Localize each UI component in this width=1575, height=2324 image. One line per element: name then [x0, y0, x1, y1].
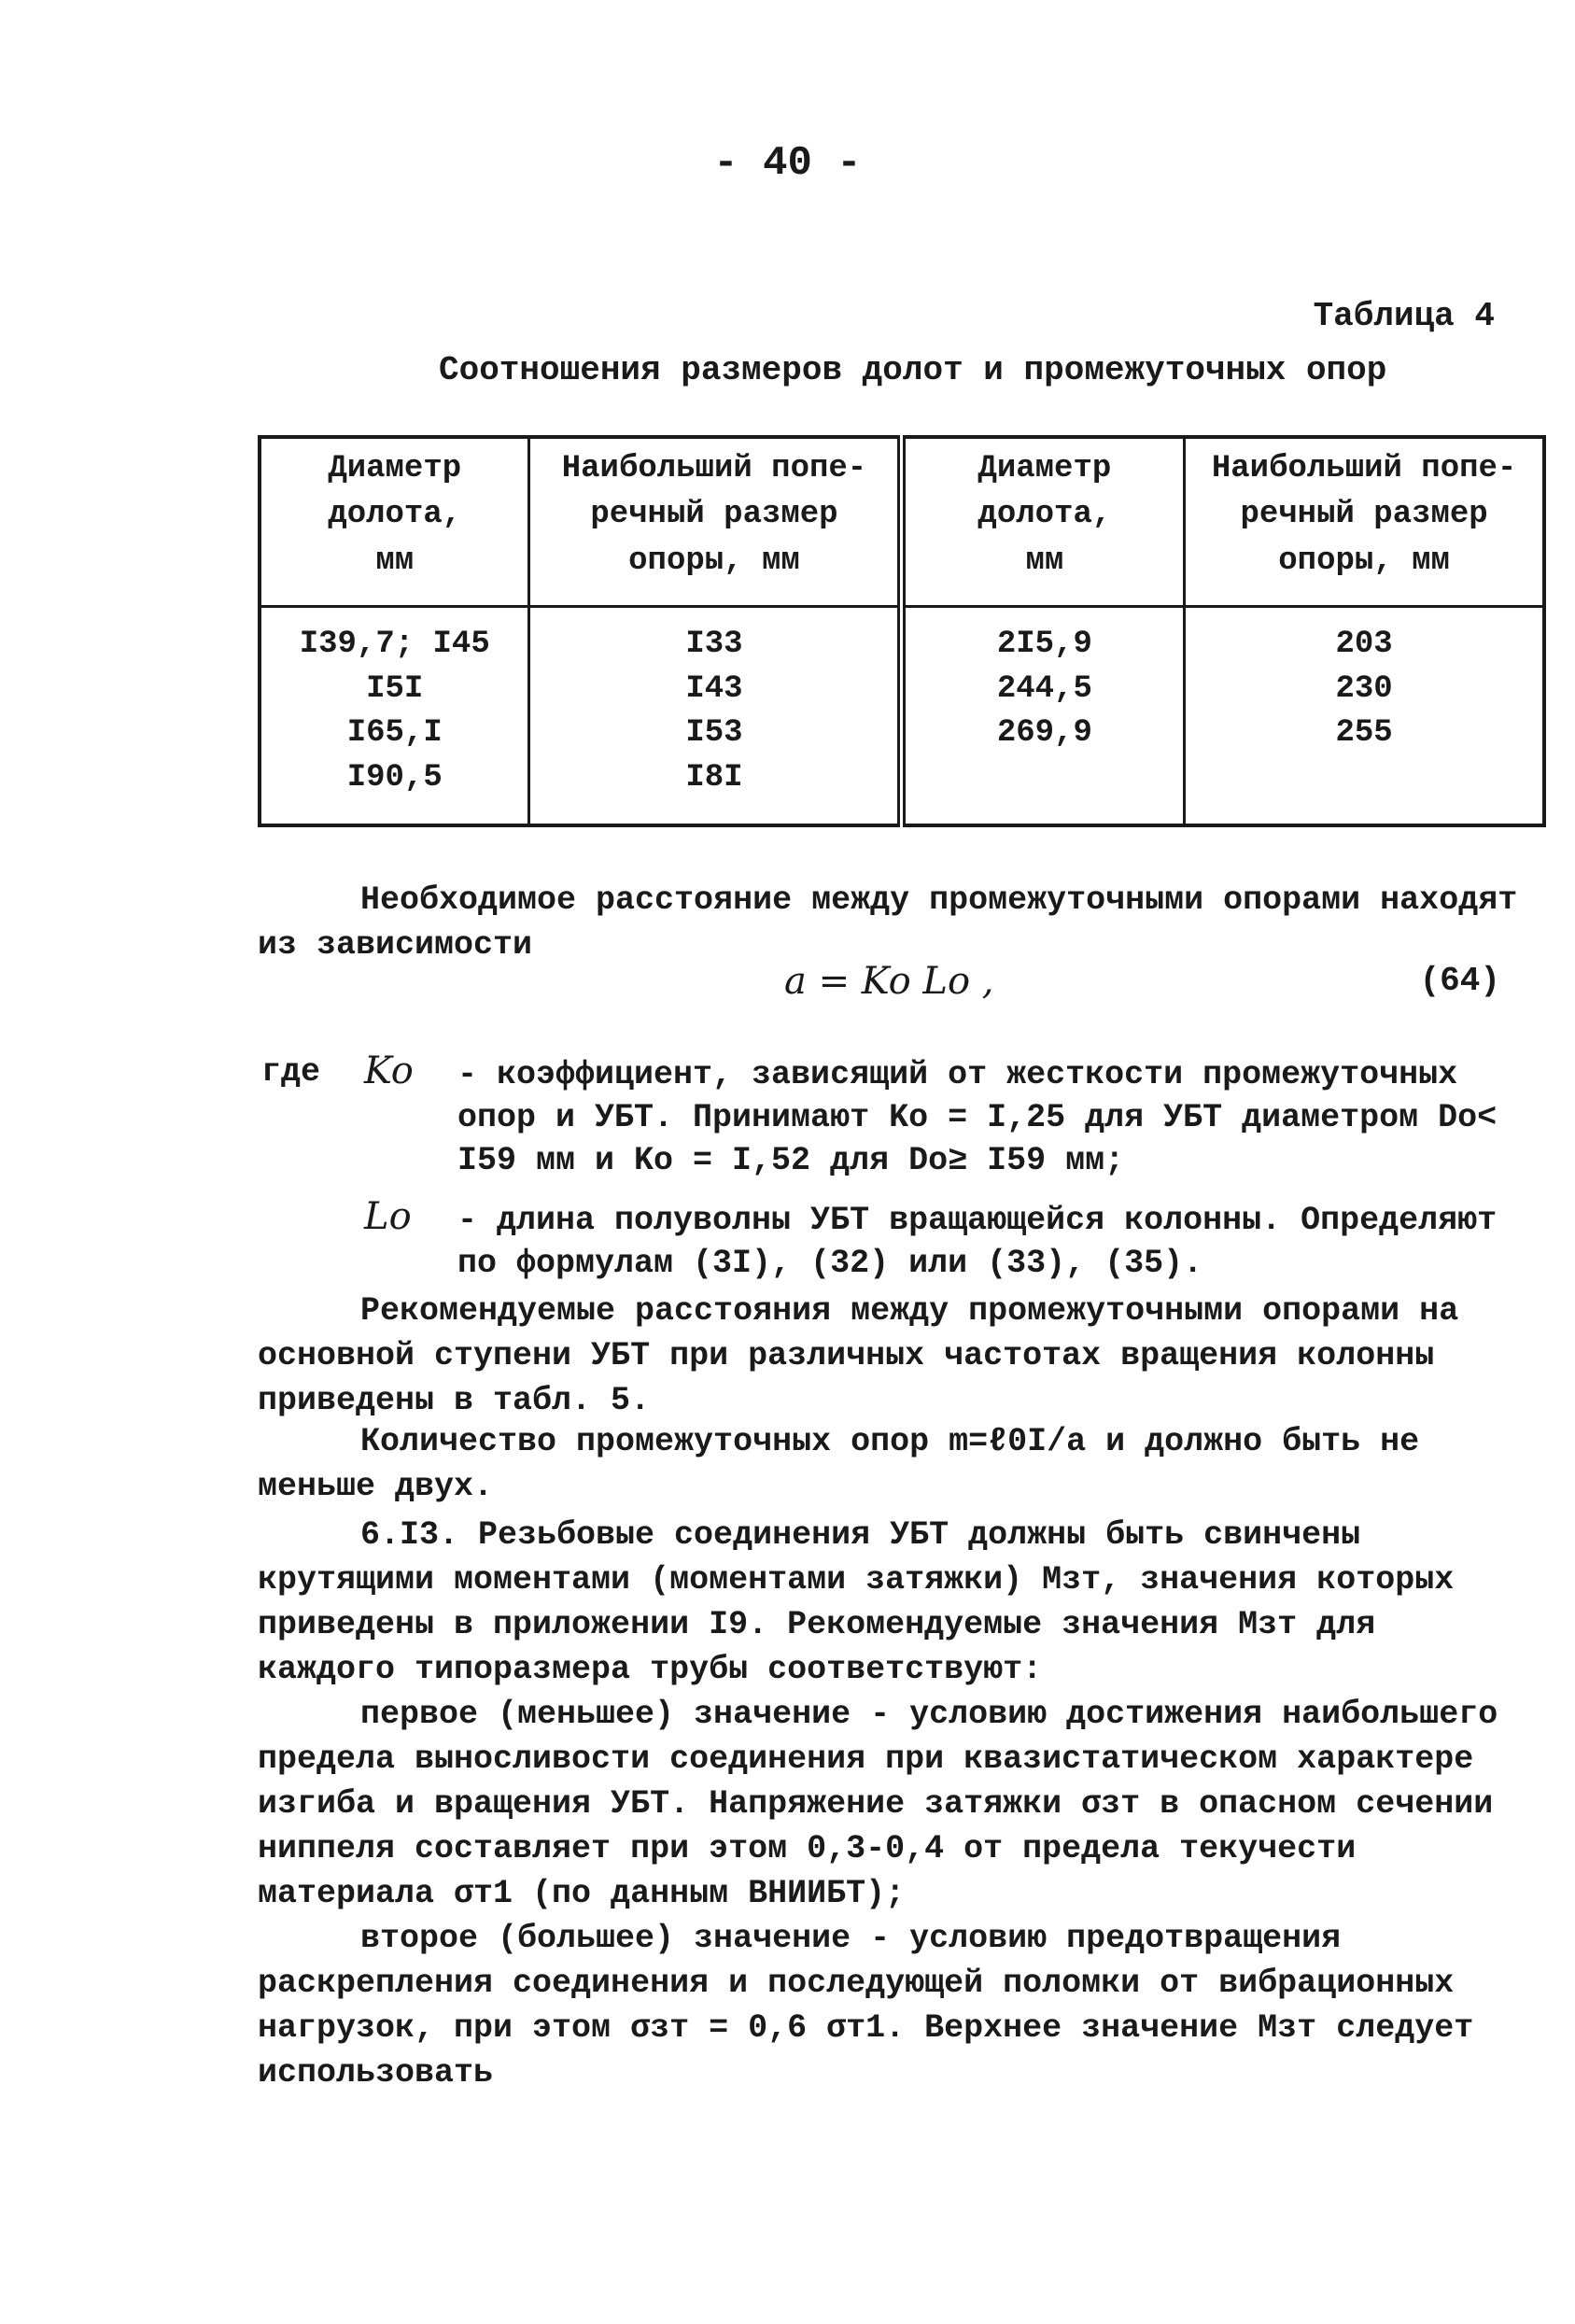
dimensions-table	[258, 435, 1546, 827]
section-6-13: 6.I3. Резьбовые соединения УБТ должны быть свинчены крутящими моментами (моментами затяжки) Mзт, значения которых приведены в приложении I9. Рекомендуемые значения Mзт для каждого типоразмера трубы соответствуют:	[258, 1516, 1455, 1688]
header-bit-diameter-1: Диаметр долота, мм	[260, 437, 529, 607]
paragraph-second-value: второе (большее) значение - условию предотвращения раскрепления соединения и последующей поломки от вибрационных нагрузок, при этом σзт = 0,6 σт1. Верхнее значение Mзт следует использовать	[258, 1920, 1474, 2092]
paragraph-first-value: первое (меньшее) значение - условию достижения наибольшего предела выносливости соединения при квазистатическом характере изгиба и вращения УБТ. Напряжение затяжки σзт в опасном сечении ниппеля составляет при этом 0,3-0,4 от предела текучести материала σт1 (по данным ВНИИБТ);	[258, 1696, 1498, 1912]
col-bit-diameter-2: 2I5,9 244,5 269,9	[902, 607, 1185, 826]
col-support-size-1: I33 I43 I53 I8I	[529, 607, 902, 826]
col-bit-diameter-1: I39,7; I45 I5I I65,I I90,5	[299, 627, 490, 796]
formula-64: a = Ko Lo ,	[784, 960, 994, 1003]
paragraph-recommended: Рекомендуемые расстояния между промежуточными опорами на основной ступени УБТ при различных частотах вращения колонны приведены в табл. 5.	[258, 1292, 1459, 1419]
where-label: где	[261, 1053, 321, 1091]
definition-ko: - коэффициент, зависящий от жесткости промежуточных опор и УБТ. Принимают Ko = I,25 для УБТ диаметром Do< I59 мм и Ko = I,52 для Do≥ I59 мм;	[457, 1056, 1498, 1179]
col-support-size-2: 203 230 255	[1185, 607, 1544, 826]
paragraph-distance: Необходимое расстояние между промежуточными опорами находят из зависимости	[258, 881, 1518, 964]
header-bit-diameter-2: Диаметр долота, мм	[902, 437, 1185, 607]
table-caption: Соотношения размеров долот и промежуточных опор	[439, 351, 1387, 389]
paragraph-quantity: Количество промежуточных опор m=ℓ0I/a и должно быть не меньше двух.	[258, 1423, 1420, 1505]
symbol-ko: Ko	[364, 1049, 414, 1092]
formula-number: (64)	[1419, 962, 1500, 1000]
definition-lo: - длина полуволны УБТ вращающейся колонны. Определяют по формулам (3I), (32) или (33), (35).	[457, 1202, 1498, 1282]
header-support-size-1: Наибольший попе- речный размер опоры, мм	[529, 437, 902, 607]
symbol-lo: Lo	[364, 1195, 412, 1238]
header-support-size-2: Наибольший попе- речный размер опоры, мм	[1185, 437, 1544, 607]
table-label: Таблица 4	[1313, 297, 1495, 335]
page-number: - 40 -	[713, 140, 862, 187]
